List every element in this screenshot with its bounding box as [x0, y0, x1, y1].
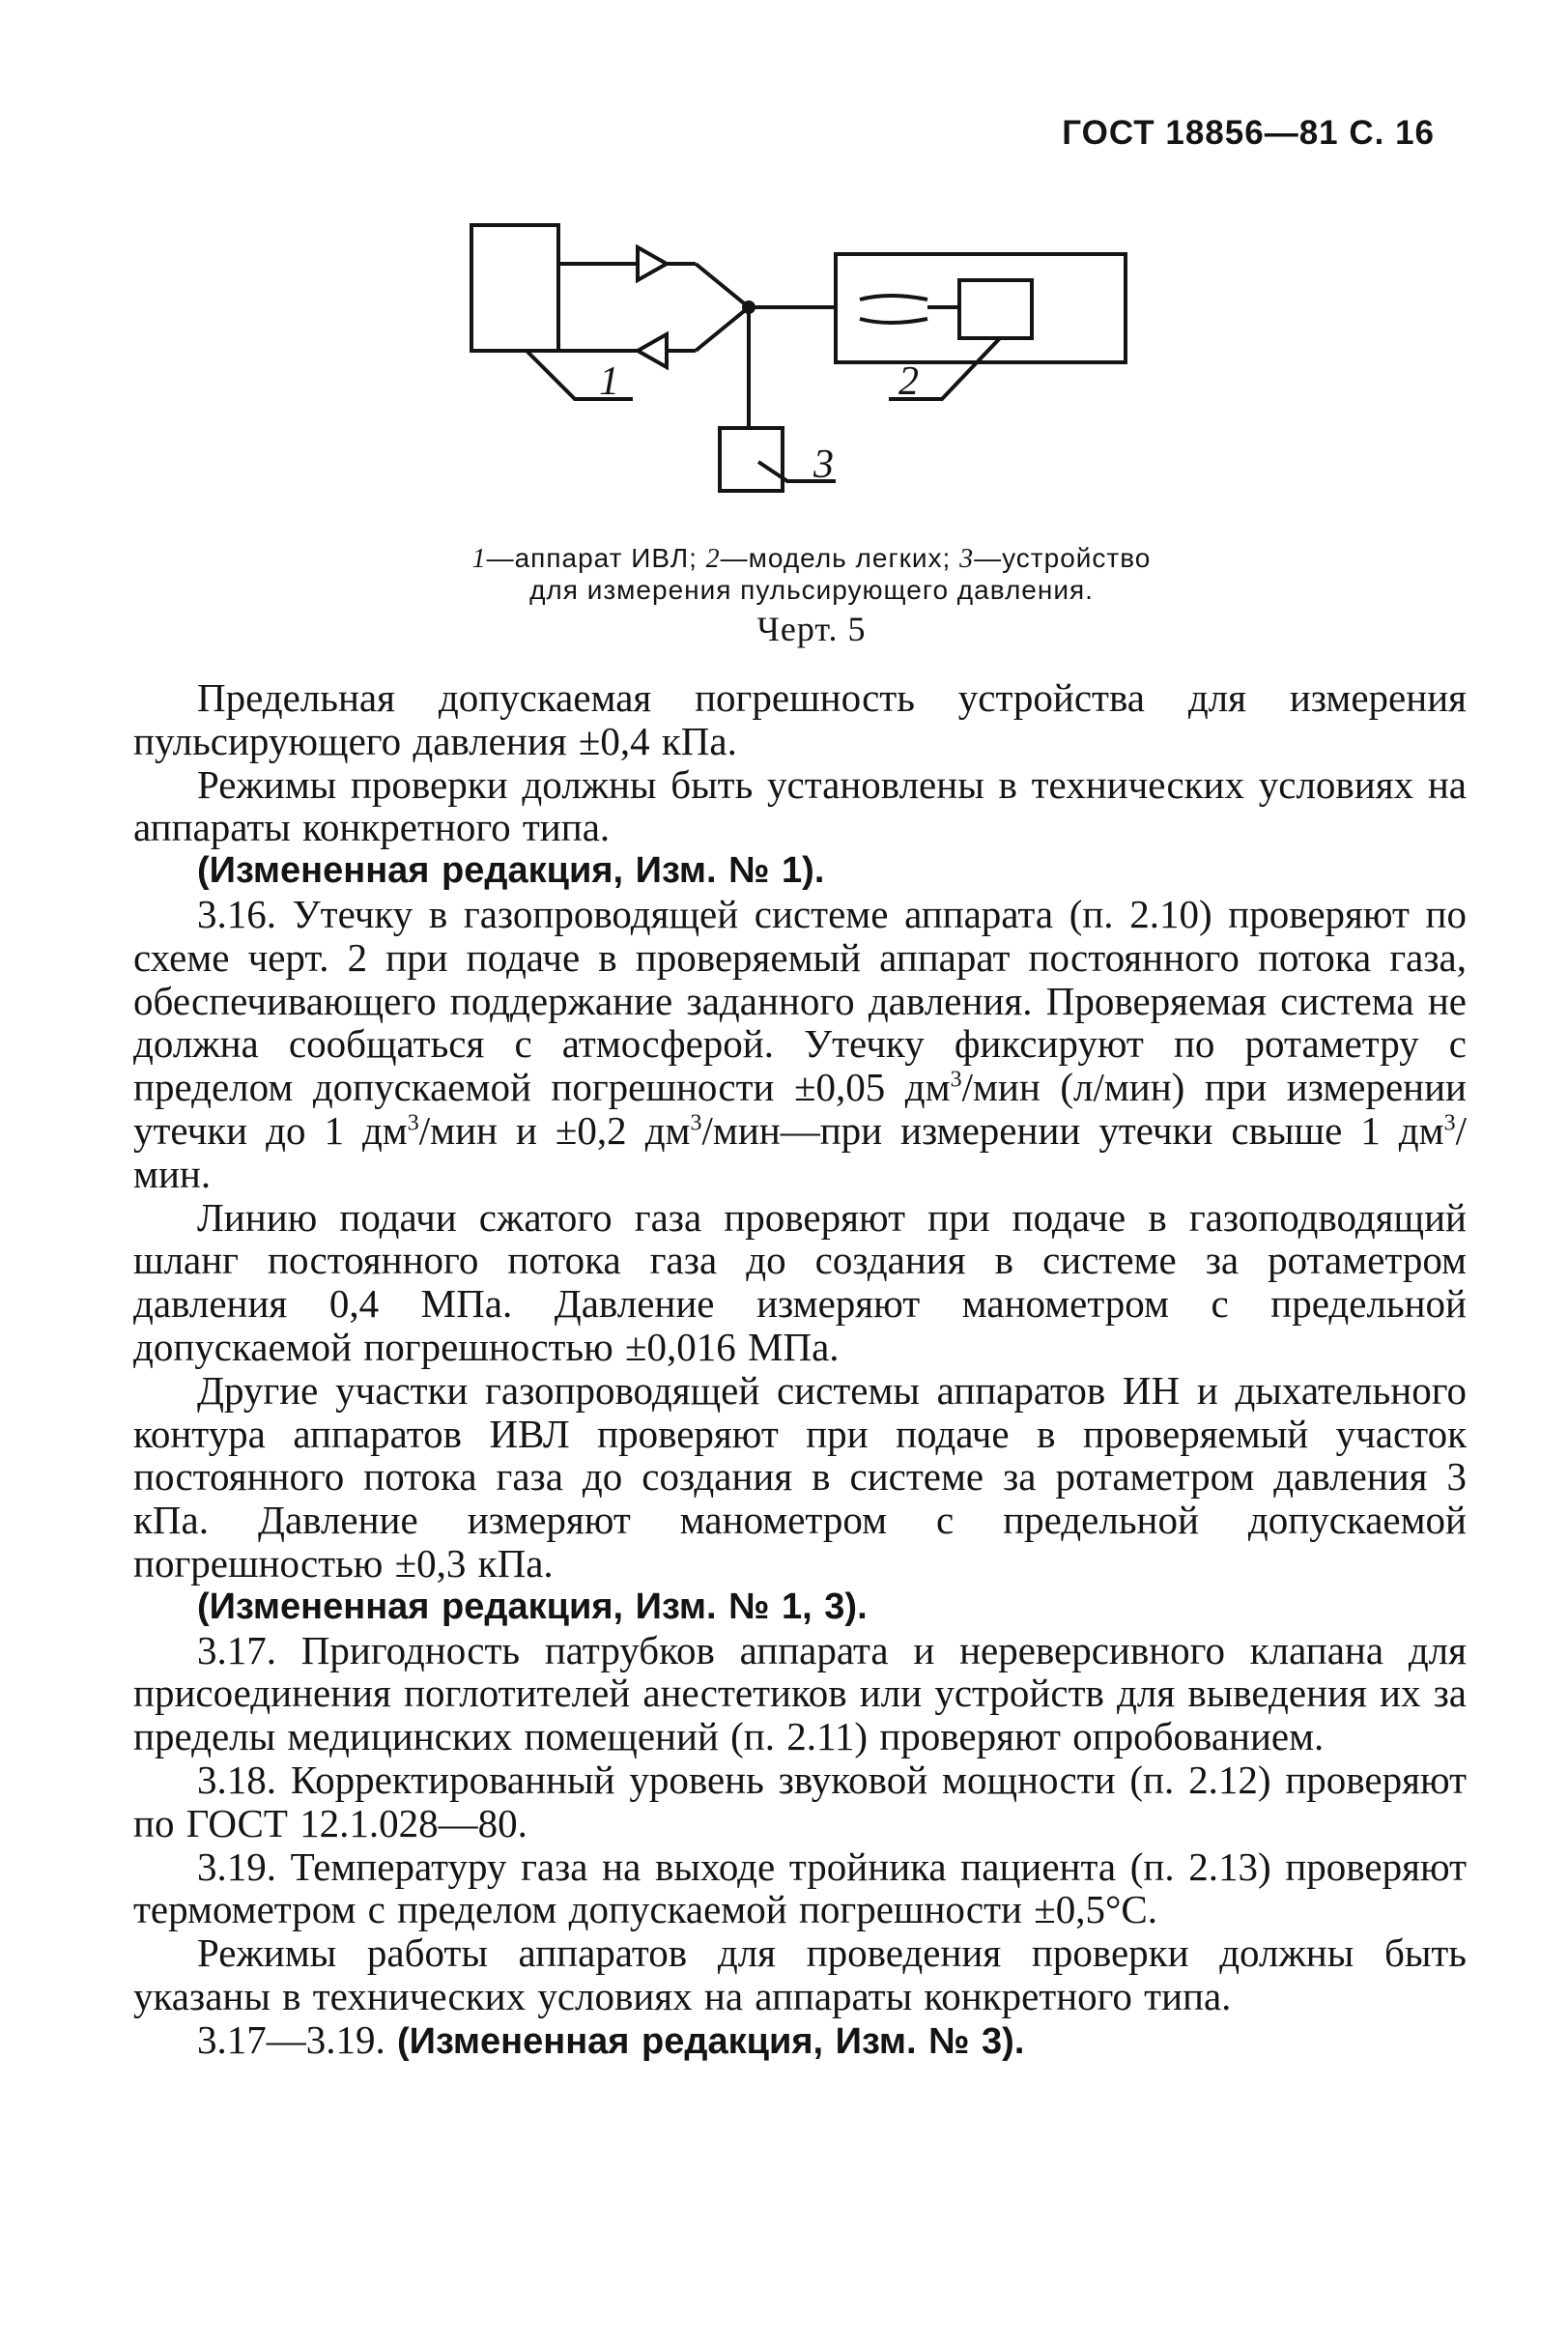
- lung-inner-box: [959, 280, 1032, 338]
- ventilator-box: [471, 225, 558, 351]
- amendment-note-2: (Измененная редакция, Изм. № 1, 3).: [197, 1586, 868, 1627]
- amendment-note-3-bold: (Измененная редакция, Изм. № 3).: [397, 2020, 1025, 2062]
- body-text: [133, 676, 1467, 2064]
- restrictor-symbol: [860, 296, 927, 300]
- caption-num-1: 1: [471, 544, 487, 574]
- callout-1: 1: [599, 359, 619, 404]
- amendment-note-1: (Измененная редакция, Изм. № 1).: [197, 850, 825, 892]
- paragraph-11: Режимы работы аппаратов для проведения проверки должны быть указаны в технических условиях на аппараты конкретного типа.: [133, 1930, 1467, 2018]
- expiratory-valve: [638, 334, 667, 367]
- schematic-diagram: [454, 211, 1169, 529]
- p316-part-e: /мин.: [133, 1107, 1468, 1196]
- paragraph-5: Линию подачи сжатого газа проверяют при подаче в газоподводящий шланг постоянного потока газа до создания в системе за ротаметром давления 0,4 МПа. Давление измеряют манометром с предельной допускаемой погрешностью ±0,016 МПа.: [133, 1194, 1467, 1369]
- paragraph-1: Предельная допускаемая погрешность устройства для измерения пульсирующего давления ±0,4 кПа.: [133, 675, 1467, 763]
- junction-dot: [742, 300, 755, 314]
- paragraph-2: Режимы проверки должны быть установлены в технических условиях на аппараты конкретного типа.: [133, 761, 1467, 850]
- p316-part-b: /мин (л/мин) при измерении утечки до 1 дм: [133, 1065, 1467, 1153]
- amendment-note-3: [133, 2018, 1467, 2064]
- p316-part-d: /мин—при измерении утечки свыше 1 дм: [701, 1107, 1444, 1153]
- paragraph-3-16: [133, 893, 1467, 1196]
- figure-label: Черт. 5: [756, 610, 867, 648]
- paragraph-3-17: 3.17. Пригодность патрубков аппарата и нереверсивного клапана для присоединения поглотителей анестетиков или устройств для выведения их за пределы медицинских помещений (п. 2.11) проверяют опробованием.: [133, 1627, 1467, 1759]
- callout-3: 3: [813, 443, 834, 487]
- p316-sup-4: 3: [1443, 1110, 1456, 1136]
- p316-sup-1: 3: [950, 1067, 962, 1093]
- p316-part-c: /мин и ±0,2 дм: [418, 1107, 691, 1153]
- caption-num-3: 3: [959, 544, 975, 574]
- p316-sup-2: 3: [407, 1110, 419, 1136]
- inspiratory-valve: [638, 247, 667, 280]
- caption-num-2: 2: [705, 544, 721, 574]
- paragraph-3-18: 3.18. Корректированный уровень звуковой мощности (п. 2.12) проверяют по ГОСТ 12.1.028—80.: [133, 1757, 1467, 1845]
- paragraph-6: Другие участки газопроводящей системы аппаратов ИН и дыхательного контура аппаратов ИВЛ проверяют при подаче в проверяемый участок постоянного потока газа до создания в системе за ротаметром давления 3 кПа. Давление измеряют манометром с предельной допускаемой погрешностью ±0,3 кПа.: [133, 1367, 1467, 1586]
- figure-caption: [454, 543, 1169, 606]
- paragraph-3-19: 3.19. Температуру газа на выходе тройника пациента (п. 2.13) проверяют термометром с пределом допускаемой погрешности ±0,5°С.: [133, 1844, 1467, 1932]
- page-header: ГОСТ 18856—81 С. 16: [1062, 114, 1435, 152]
- lung-model-box: [836, 254, 1126, 362]
- callout-2: 2: [898, 359, 919, 404]
- p316-part-a: 3.16. Утечку в газопроводящей системе аппарата (п. 2.10) проверяют по схеме черт. 2 при подаче в проверяемый аппарат постоянного потока газа, обеспечивающего поддержание заданного давления. Проверяемая система не должна сообщаться с атмосферой. Утечку фиксируют по ротаметру с пределом допускаемой погрешности ±0,05 дм: [133, 891, 1467, 1110]
- p316-sup-3: 3: [690, 1110, 702, 1136]
- caption-text-3: —устройство для измерения пульсирующего давления.: [529, 543, 1152, 605]
- schematic-svg: [454, 211, 1169, 529]
- pressure-device-box: [720, 428, 783, 491]
- amendment-note-3-prefix: 3.17—3.19.: [197, 2016, 397, 2062]
- caption-text-1: —аппарат ИВЛ;: [486, 543, 706, 573]
- caption-text-2: —модель легких;: [720, 543, 960, 573]
